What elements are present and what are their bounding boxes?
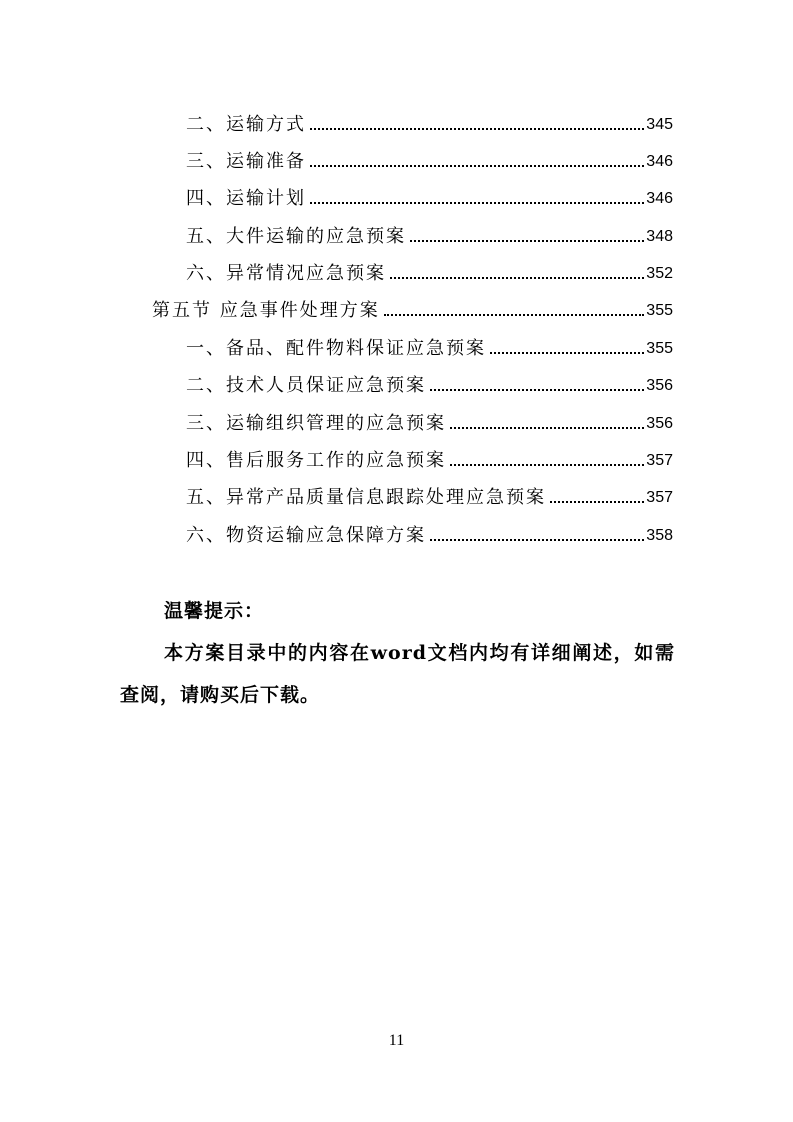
toc-entry-label: 三、运输准备 (186, 151, 306, 172)
dot-leader (310, 128, 644, 130)
dot-leader (450, 427, 644, 429)
toc-entry[interactable] (186, 102, 673, 136)
toc-entry[interactable] (186, 438, 673, 472)
dot-leader (430, 539, 644, 541)
dot-leader (450, 464, 644, 466)
toc-entry-page: 356 (646, 415, 673, 432)
dot-leader (410, 240, 644, 242)
dot-leader (390, 277, 644, 279)
toc-entry-page: 357 (646, 489, 673, 506)
toc-entry-label: 六、物资运输应急保障方案 (186, 525, 426, 546)
toc-entry-page: 355 (646, 302, 673, 319)
notice-body: 本方案目录中的内容在word文档内均有详细阐述，如需查阅，请购买后下载。 (120, 642, 675, 706)
toc-entry[interactable] (186, 363, 673, 397)
page-number: 11 (388, 1032, 405, 1049)
toc-entry-label: 三、运输组织管理的应急预案 (186, 413, 446, 434)
toc-entry[interactable] (186, 251, 673, 285)
toc-entry-label: 四、售后服务工作的应急预案 (186, 450, 446, 471)
toc-entry-label: 五、异常产品质量信息跟踪处理应急预案 (186, 487, 546, 508)
toc-entry-page: 357 (646, 452, 673, 469)
toc-entry-label: 五、大件运输的应急预案 (186, 226, 406, 247)
dot-leader (310, 165, 644, 167)
dot-leader (490, 352, 644, 354)
toc-entry[interactable] (186, 176, 673, 210)
toc-entry[interactable] (186, 401, 673, 435)
notice-title: 温馨提示： (164, 600, 265, 622)
toc-entry-label: 六、异常情况应急预案 (186, 263, 386, 284)
dot-leader (384, 314, 645, 316)
toc-entry-page: 352 (646, 265, 673, 282)
toc-entry[interactable] (186, 513, 673, 547)
dot-leader (550, 501, 644, 503)
notice-block (120, 590, 675, 716)
toc-entry-page: 346 (646, 153, 673, 170)
toc-entry[interactable] (186, 326, 673, 360)
toc-entry-page: 358 (646, 527, 673, 544)
toc-entry[interactable] (186, 139, 673, 173)
toc-section-entry[interactable] (152, 288, 673, 322)
toc-entry-label: 二、技术人员保证应急预案 (186, 375, 426, 396)
dot-leader (310, 202, 644, 204)
toc-entry-page: 356 (646, 377, 673, 394)
toc-entry-page: 355 (646, 340, 673, 357)
toc-entry[interactable] (186, 475, 673, 509)
toc-entry-label: 一、备品、配件物料保证应急预案 (186, 338, 486, 359)
toc-entry-page: 346 (646, 190, 673, 207)
dot-leader (430, 389, 644, 391)
toc-entry-label: 二、运输方式 (186, 114, 306, 135)
toc-entry-label: 第五节 应急事件处理方案 (152, 300, 380, 321)
toc-entry-page: 345 (646, 116, 673, 133)
toc-entry-page: 348 (646, 228, 673, 245)
toc-entry-label: 四、运输计划 (186, 188, 306, 209)
toc-entry[interactable] (186, 214, 673, 248)
